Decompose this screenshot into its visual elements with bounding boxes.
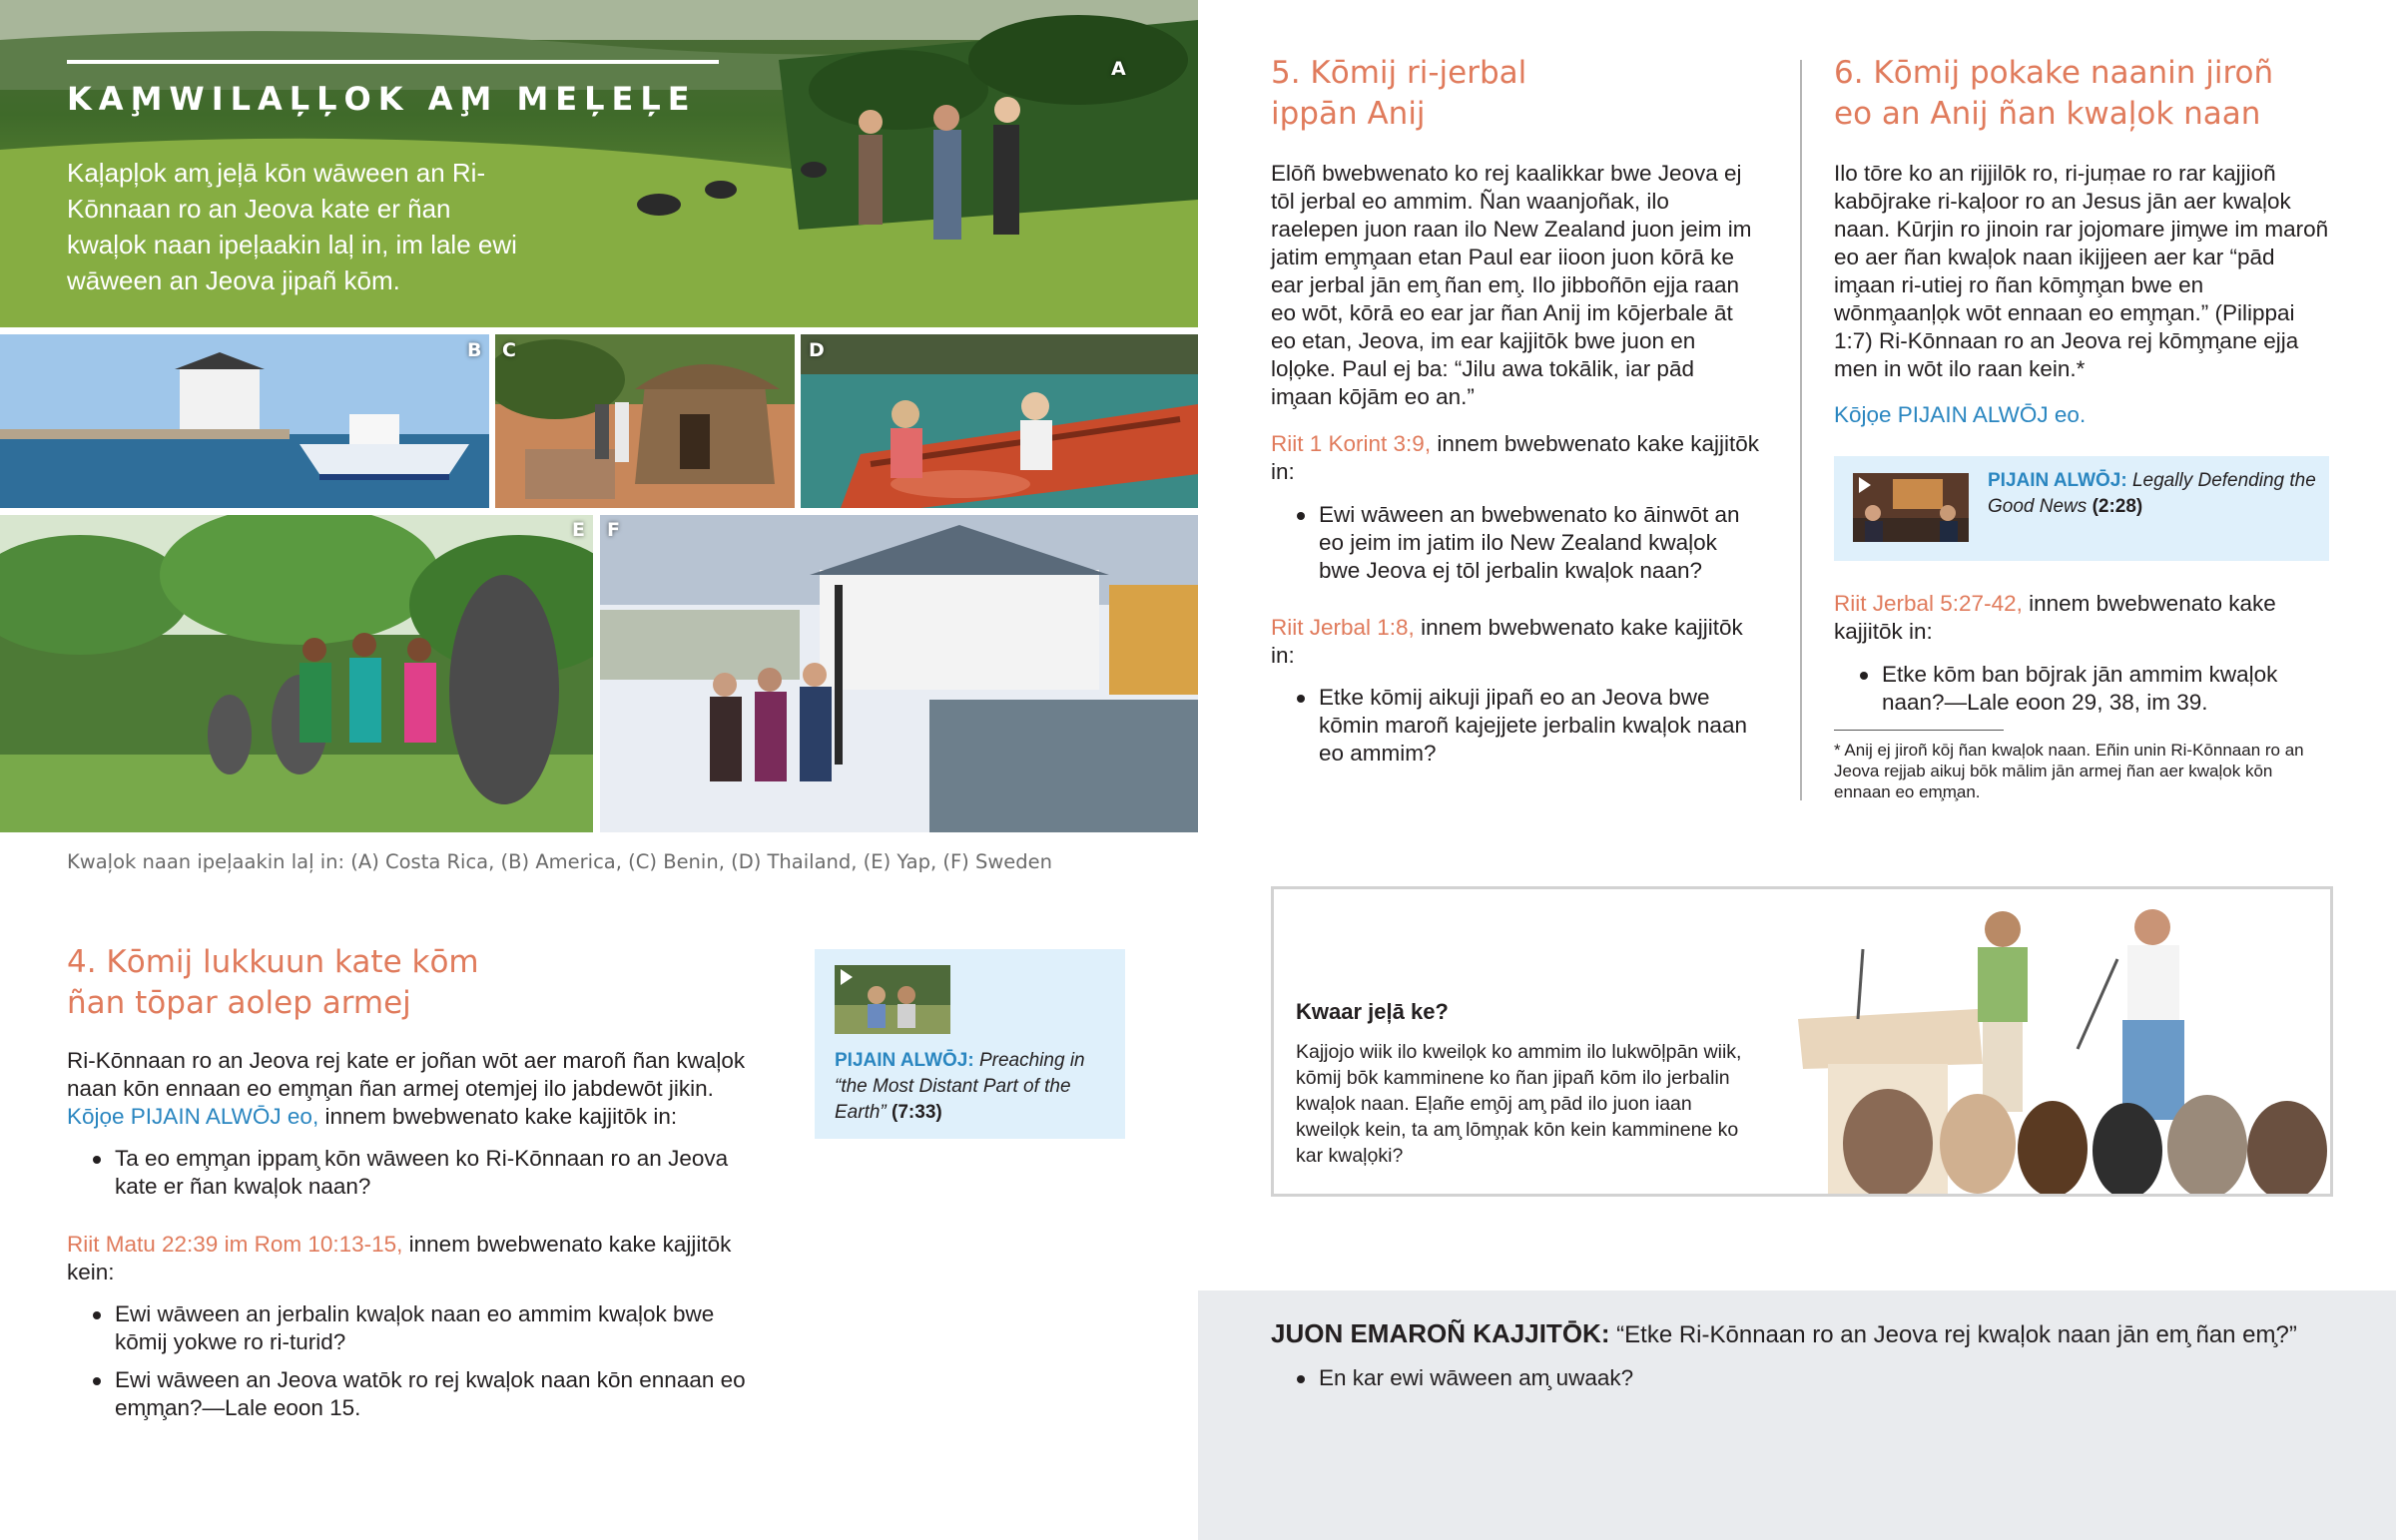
section-5-title-line2: ippān Anij [1271, 96, 1426, 132]
photo-caption: Kwaļok naan ipeļaakin laļ in: (A) Costa Rica, (B) America, (C) Benin, (D) Thailand, (E) Yap, (F) Sweden [67, 850, 1053, 873]
section-5-scripture-link-1[interactable]: Riit 1 Korint 3:9, [1271, 431, 1432, 456]
hero-title: KAM̧WILAĻĻOK AM̧ MEĻEĻE [67, 80, 697, 118]
section-4-video-thumbnail[interactable] [835, 965, 950, 1034]
section-6-title-line2: eo an Anij ñan kwaļok naan [1834, 96, 2261, 132]
bottom-question [1271, 1318, 2369, 1350]
section-4-video-text [835, 1048, 1114, 1126]
section-5-scripture-link-2[interactable]: Riit Jerbal 1:8, [1271, 615, 1415, 640]
section-6-video-title: Legally Defending the Good News [1988, 470, 2316, 517]
section-6-video-thumbnail[interactable] [1853, 473, 1969, 542]
section-5-title [1271, 53, 1526, 135]
photo-letter-b: B [467, 339, 482, 361]
column-divider [1800, 60, 1802, 800]
section-6-video-link[interactable]: Kōjọe PIJAIN ALWŌJ eo. [1834, 402, 2087, 427]
photo-letter-d: D [809, 339, 825, 361]
photo-letter-a: A [1111, 58, 1126, 80]
bottom-question-panel [1198, 1290, 2396, 1540]
section-4-video-link-rest: innem bwebwenato kake kajjitōk in: [318, 1104, 678, 1129]
section-4-questions-2 [67, 1300, 766, 1432]
section-4-question-3: Ewi wāween an Jeova watōk ro rej kwaļok naan kōn ennaan eo em̧m̧an?—Lale eoon 15. [67, 1366, 766, 1422]
photo-f-sweden [600, 515, 1198, 832]
photo-letter-e: E [572, 519, 585, 541]
hero-text: Kaļapļok am̧ jeļā kōn wāween an Ri-Kōnnaan ro an Jeova kate er ñan kwaļok naan ipeļaakin laļ in, im lale ewi wāween an Jeova jipañ kōm. [67, 158, 517, 295]
section-6-video-text [1988, 468, 2317, 520]
section-6-questions [1834, 661, 2333, 727]
photo-c-benin [495, 334, 795, 508]
photo-b-america [0, 334, 489, 508]
section-5-questions-1 [1271, 501, 1760, 595]
section-4-read-rest: innem bwebwenato kake kajjitōk kein: [67, 1232, 732, 1284]
section-5-read-1 [1271, 430, 1760, 486]
bottom-question-answer-list [1271, 1364, 2269, 1402]
section-6-read-rest: innem bwebwenato kake kajjitōk in: [1834, 591, 2276, 644]
section-4-video-card[interactable] [815, 949, 1125, 1139]
section-4-video-link[interactable]: Kōjọe PIJAIN ALWŌJ eo, [67, 1104, 319, 1129]
bottom-question-answer: En kar ewi wāween am̧ uwaak? [1271, 1364, 2269, 1392]
section-6-read [1834, 590, 2333, 646]
section-5-questions-2 [1271, 684, 1760, 777]
section-4-question-2: Ewi wāween an jerbalin kwaļok naan eo ammim kwaļok bwe kōmij yokwe ro ri-turid? [67, 1300, 766, 1356]
bottom-question-label: JUON EMAROÑ KAJJITŌK: [1271, 1318, 1610, 1348]
section-6-footnote: * Anij ej jiroñ kōj ñan kwaļok naan. Eñin unin Ri-Kōnnaan ro an Jeova rejjab aikuj bōk mālim jān armej ñan aer kwaļok kōn ennaan eo em̧m̧an. [1834, 741, 2304, 801]
section-4-question-1: Ta eo em̧m̧an ippam̧ kōn wāween ko Ri-Kōnnaan ro an Jeova kate er ñan kwaļok naan? [67, 1145, 766, 1201]
photo-letter-c: C [502, 339, 516, 361]
photo-letter-f: F [607, 519, 620, 541]
section-5-read-2 [1271, 614, 1760, 670]
did-you-know-title: Kwaar jeļā ke? [1296, 999, 1449, 1024]
footnote-rule [1834, 730, 2004, 731]
section-5-title-line1: 5. Kōmij ri-jerbal [1271, 55, 1527, 91]
meeting-illustration [1778, 889, 2330, 1194]
photo-e-yap [0, 515, 593, 832]
section-6-scripture-link[interactable]: Riit Jerbal 5:27-42, [1834, 591, 2023, 616]
did-you-know-text: Kajjojo wiik ilo kweilọk ko ammim ilo lukwōļpān wiik, kōmij bōk kamminene ko ñan jipañ kōm ilo jerbalin kwaļok naan. Eļañe em̧ōj am̧ pād ilo juon iaan kweilọk kein, ta am̧ lōm̧ņak kōn kein kamminene ko kar kwaļọki? [1296, 1041, 1742, 1167]
photo-d-thailand [801, 334, 1198, 508]
section-4-video-duration: (7:33) [892, 1102, 942, 1123]
section-4-title [67, 942, 479, 1024]
section-5-question-2: Etke kōmij aikuji jipañ eo an Jeova bwe kōmin maroñ kajejjete jerbalin kwaļok naan eo ammim? [1271, 684, 1760, 768]
section-5-question-1: Ewi wāween an bwebwenato ko āinwōt an eo jeim im jatim ilo New Zealand kwaļok bwe Jeova ej tōl jerbalin kwaļok naan? [1271, 501, 1760, 585]
section-4-title-line2: ñan tōpar aolep armej [67, 985, 411, 1021]
section-4-read [67, 1231, 766, 1286]
play-icon [841, 969, 853, 985]
section-6-title [1834, 53, 2273, 135]
section-6-title-line1: 6. Kōmij pokake naanin jiroñ [1834, 55, 2274, 91]
section-4-intro-text: Ri-Kōnnaan ro an Jeova rej kate er joñan wōt aer maroñ ñan kwaļok naan kōn ennaan eo em̧m̧an ñan armej otemjej ilo jabdewōt jikin. [67, 1048, 746, 1101]
section-5-read-2-rest: innem bwebwenato kake kajjitōk in: [1271, 615, 1743, 668]
section-6-question-1: Etke kōm ban bōjrak jān ammim kwaļok naan?—Lale eoon 29, 38, im 39. [1834, 661, 2333, 717]
section-6-intro: Ilo tōre ko an rijjilōk ro, ri-juṃae ro rar kajjioñ kabōjrake ri-kaļoor ro an Jesus jān aer kwaļok naan. Kūrjin ro jinoin rar jojomare jim̧we im maroñ eo aer ñan kwaļok naan ikijjeen aer kar “pād im̧aan ri-utiej ro ñan kōm̧m̧an bwe en wōnm̧aanļọk wōt ennaan eo em̧m̧an.” (Pilippai 1:7) Ri-Kōnnaan ro an Jeova rej kōm̧m̧ane ejja men in wōt ilo raan kein.* [1834, 161, 2329, 381]
section-4-intro [67, 1047, 766, 1131]
section-6-video-label: PIJAIN ALWŌJ: [1988, 470, 2127, 491]
section-6-video-duration: (2:28) [2092, 496, 2143, 517]
hero-rule [67, 60, 719, 64]
section-6-video-card[interactable] [1834, 456, 2329, 561]
section-5-intro: Elōñ bwebwenato ko rej kaalikkar bwe Jeova ej tōl jerbal eo ammim. Ñan waanjoñak, ilo raelepen juon raan ilo New Zealand juon jeim im jatim em̧m̧aan etan Paul ear iioon juon kōrā ke ear jerbal jān em̧ ñan em̧. Ilo jibboñōn ejja raan eo wōt, kōrā eo ear jar ñan Anij im kōjerbale āt eo etan, Jeova, im ear kajjitōk bwe juon en loļọke. Paul ej ba: “Jilu awa tokālik, iar pād im̧aan kōjām eo an.” [1271, 161, 1752, 409]
section-4-video-label: PIJAIN ALWŌJ: [835, 1050, 974, 1071]
section-4-title-line1: 4. Kōmij lukkuun kate kōm [67, 944, 479, 980]
section-5-read-1-rest: innem bwebwenato kake kajjitōk in: [1271, 431, 1760, 484]
play-icon [1859, 477, 1871, 493]
section-4-video-title: Preaching in “the Most Distant Part of the Earth” [835, 1050, 1085, 1123]
did-you-know-box [1271, 886, 2333, 1197]
section-4-scripture-link[interactable]: Riit Matu 22:39 im Rom 10:13-15, [67, 1232, 403, 1257]
section-4-questions-1 [67, 1145, 766, 1211]
bottom-question-quote: “Etke Ri-Kōnnaan ro an Jeova rej kwaļok naan jān em̧ ñan em̧?” [1609, 1321, 2297, 1348]
